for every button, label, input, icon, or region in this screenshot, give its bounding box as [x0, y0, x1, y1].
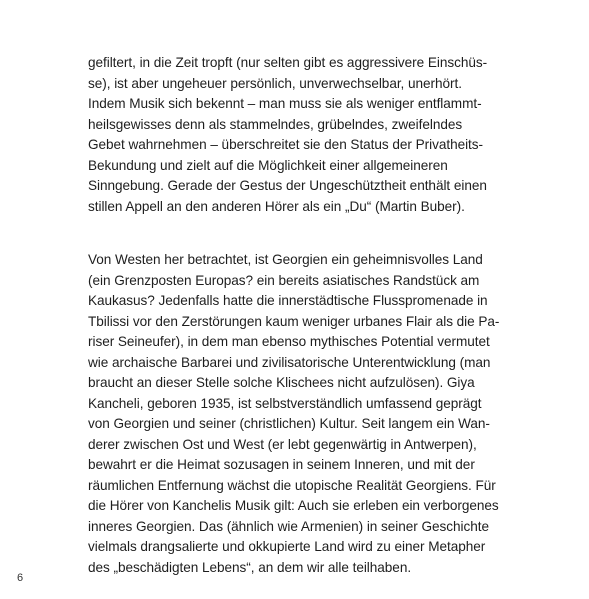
- text-line: von Georgien und seiner (christlichen) Kultur. Seit langem ein Wan-: [88, 416, 490, 431]
- text-line: braucht an dieser Stelle solche Klischees nicht aufzulösen). Giya: [88, 375, 475, 390]
- text-line: wie archaische Barbarei und zivilisatorische Unterentwicklung (man: [88, 354, 491, 370]
- text-line: inneres Georgien. Das (ähnlich wie Armenien) in seiner Geschichte: [88, 518, 489, 534]
- text-line: Indem Musik sich bekennt – man muss sie als weniger entflammt-: [88, 96, 482, 111]
- paragraph-2: [88, 250, 528, 578]
- text-line: se), ist aber ungeheuer persönlich, unverwechselbar, unerhört.: [88, 75, 462, 91]
- text-line: vielmals drangsalierte und okkupierte Land wird zu einer Metapher: [88, 539, 486, 554]
- text-line: Tbilissi vor den Zerstörungen kaum weniger urbanes Flair als die Pa-: [88, 313, 500, 329]
- text-line: Sinngebung. Gerade der Gestus der Ungeschütztheit enthält einen: [88, 178, 487, 193]
- text-line: räumlichen Entfernung wächst die utopische Realität Georgiens. Für: [88, 477, 496, 493]
- page-number: 6: [17, 572, 24, 584]
- text-line: derer zwischen Ost und West (er lebt gegenwärtig in Antwerpen),: [88, 436, 477, 452]
- text-line: des „beschädigten Lebens“, an dem wir alle teilhaben.: [88, 559, 412, 575]
- text-line: Bekundung und zielt auf die Möglichkeit einer allgemeineren: [88, 157, 448, 173]
- paragraph-1: [88, 53, 528, 217]
- text-line: riser Seineufer), in dem man ebenso mythisches Potential vermutet: [88, 334, 490, 349]
- text-line: (ein Grenzposten Europas? ein bereits asiatisches Randstück am: [88, 272, 480, 288]
- text-line: Kancheli, geboren 1935, ist selbstverständlich umfassend geprägt: [88, 395, 482, 411]
- text-line: Von Westen her betrachtet, ist Georgien ein geheimnisvolles Land: [88, 252, 483, 267]
- text-line: gefiltert, in die Zeit tropft (nur selten gibt es aggressivere Einschüs-: [88, 55, 488, 70]
- text-line: die Hörer von Kanchelis Musik gilt: Auch sie erleben ein verborgenes: [88, 498, 499, 513]
- text-line: bewahrt er die Heimat sozusagen in seinem Inneren, und mit der: [88, 457, 475, 472]
- text-line: Gebet wahrnehmen – überschreitet sie den Status der Privatheits-: [88, 137, 484, 152]
- text-line: Kaukasus? Jedenfalls hatte die innerstädtische Flusspromenade in: [88, 293, 488, 308]
- text-line: heilsgewisses denn als stammelndes, grübelndes, zweifelndes: [88, 116, 463, 132]
- text-line: stillen Appell an den anderen Hörer als ein „Du“ (Martin Buber).: [88, 198, 465, 214]
